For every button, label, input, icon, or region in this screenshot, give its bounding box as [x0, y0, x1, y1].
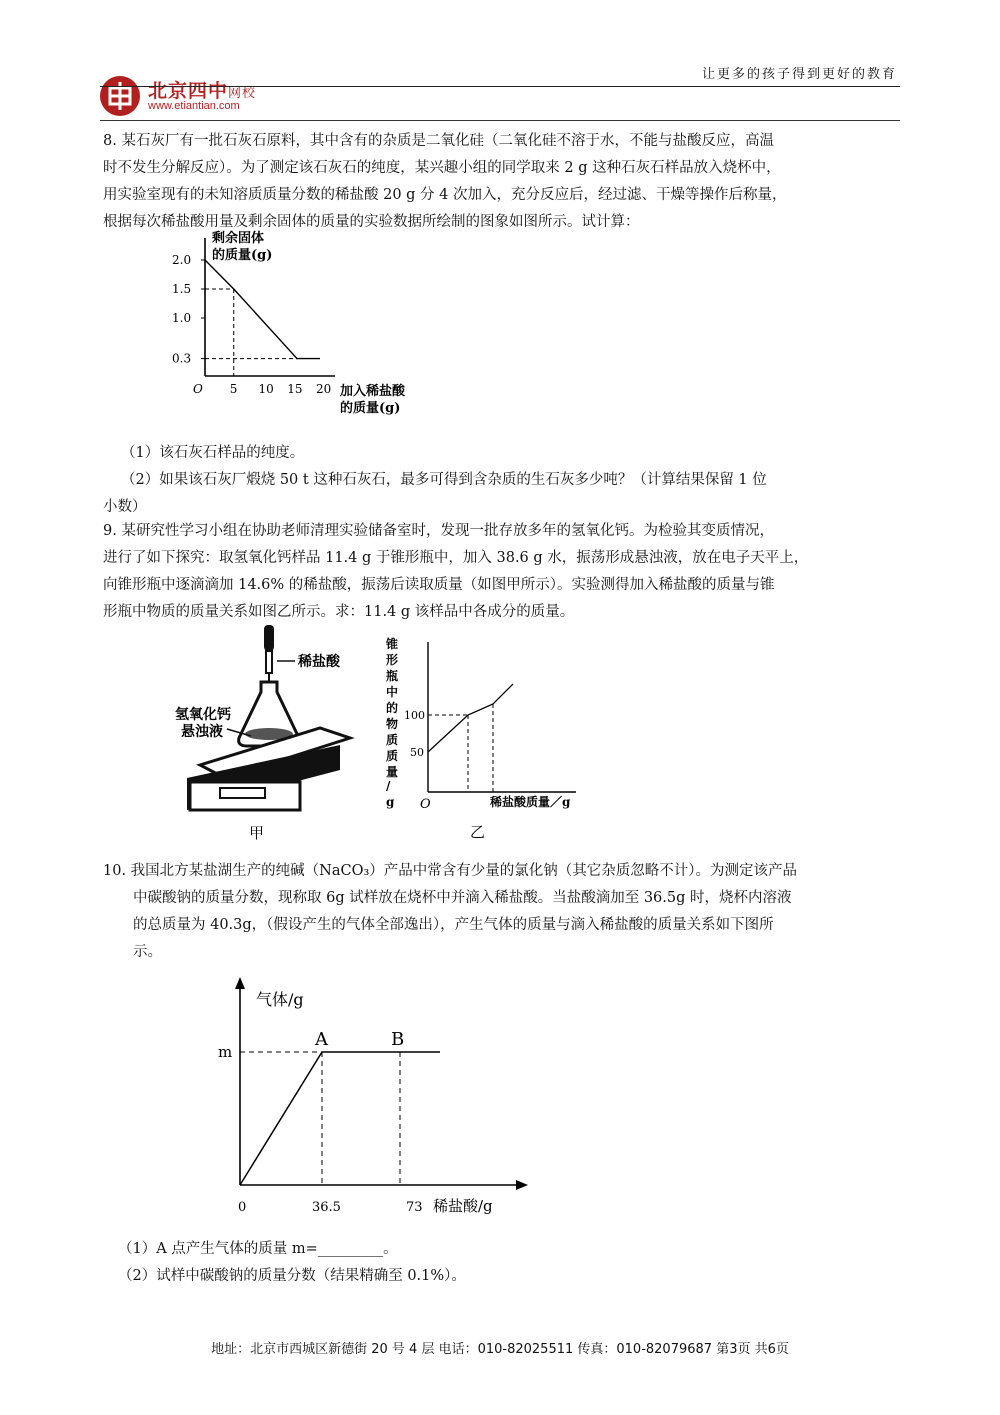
c2-data-line — [428, 684, 513, 752]
q9-line-4: 形瓶中物质的质量关系如图乙所示。求：11.4 g 该样品中各成分的质量。 — [103, 604, 575, 620]
label-suspension-1: 氢氧化钙 — [175, 707, 231, 723]
chart-remaining-solid — [160, 228, 440, 418]
logo — [100, 72, 300, 120]
logo-url: www.etiantian.com — [148, 100, 240, 112]
q10-line-4: 示。 — [133, 944, 162, 960]
logo-name: 北京四中网校 — [148, 80, 257, 102]
c1-xtick: 15 — [287, 382, 303, 396]
svg-text:质: 质 — [386, 749, 399, 763]
q8-line-1: 8. 某石灰厂有一批石灰石原料，其中含有的杂质是二氧化硅（二氧化硅不溶于水，不能与盐酸反应，高温 — [103, 133, 774, 149]
c1-ytick: 1.5 — [172, 282, 192, 296]
c1-ylabel-1: 剩余固体 — [212, 231, 265, 246]
chart-gas-mass — [210, 975, 540, 1215]
c3-ylabel: 气体/g — [256, 990, 304, 1009]
figure-yi-chart — [378, 632, 588, 842]
label-acid: 稀盐酸 — [298, 654, 340, 670]
c2-ytick-50: 50 — [410, 746, 424, 759]
q9-line-2: 进行了如下探究：取氢氧化钙样品 11.4 g 于锥形瓶中，加入 38.6 g 水，振荡形成悬浊液，放在电子天平上， — [103, 550, 809, 566]
c1-xtick: O — [193, 382, 203, 396]
q8-line-2: 时不发生分解反应）。为了测定该石灰石的纯度，某兴趣小组的同学取来 2 g 这种石灰石样品放入烧杯中， — [103, 160, 781, 176]
svg-text:的: 的 — [386, 701, 399, 715]
c1-xtick: 10 — [258, 382, 274, 396]
c3-xtick-73: 73 — [406, 1200, 423, 1215]
svg-text:质: 质 — [386, 733, 399, 747]
balance-display-icon — [220, 788, 265, 798]
header-divider-2 — [100, 120, 900, 121]
c2-ytick-100: 100 — [404, 709, 425, 722]
c3-y-arrow-icon — [235, 977, 245, 989]
svg-text:形: 形 — [386, 653, 399, 667]
q8-line-4: 根据每次稀盐酸用量及剩余固体的质量的实验数据所绘制的图象如图所示。试计算： — [103, 214, 640, 230]
c1-data-line — [205, 260, 320, 359]
svg-text:/: / — [386, 779, 391, 793]
question-8 — [103, 128, 900, 236]
question-9 — [103, 518, 900, 626]
q9-line-3: 向锥形瓶中逐滴滴加 14.6% 的稀盐酸，振荡后读取质量（如图甲所示）。实验测得加入稀盐酸的质量与锥 — [103, 577, 775, 593]
c1-ytick: 2.0 — [172, 253, 192, 267]
q10-line-2: 中碳酸钠的质量分数，现称取 6g 试样放在烧杯中并滴入稀盐酸。当盐酸滴加至 36.5g 时，烧杯内溶液 — [133, 890, 792, 906]
header-divider — [100, 86, 900, 87]
q10-sub-1: （1）A 点产生气体的质量 m=_________。 — [118, 1241, 398, 1257]
c1-xlabel-1: 加入稀盐酸 — [340, 384, 406, 399]
q10-subquestions — [118, 1236, 898, 1290]
q8-subquestions — [103, 440, 900, 521]
svg-text:物: 物 — [386, 717, 399, 731]
q9-line-1: 9. 某研究性学习小组在协助老师清理实验储备室时，发现一批存放多年的氢氧化钙。为检验其变质情况， — [103, 523, 774, 539]
c3-point-b: B — [391, 1029, 405, 1050]
c2-ylabel — [385, 636, 399, 809]
dropper-tube-icon — [266, 651, 272, 673]
c1-ytick: 0.3 — [172, 351, 192, 366]
c3-xlabel: 稀盐酸/g — [433, 1197, 493, 1215]
c3-origin: 0 — [238, 1200, 247, 1215]
c1-ytick: 1.0 — [172, 311, 192, 325]
q10-sub-2: （2）试样中碳酸钠的质量分数（结果精确至 0.1%）。 — [118, 1268, 466, 1284]
header-slogan: 让更多的孩子得到更好的教育 — [701, 67, 897, 82]
page-footer: 地址：北京市西城区新德街 20 号 4 层 电话：010-82025511 传真：010-82079687 第3页 共6页 — [211, 1342, 789, 1357]
q8-sub-2b: 小数） — [103, 499, 147, 515]
q8-sub-2a: （2）如果该石灰厂煅烧 50 t 这种石灰石，最多可得到含杂质的生石灰多少吨？（计算结果保留 1 位 — [121, 472, 767, 488]
q10-line-1: 10. 我国北方某盐湖生产的纯碱（NaCO₃）产品中常含有少量的氯化钠（其它杂质忽略不计）。为测定该产品 — [103, 863, 798, 879]
q10-line-3: 的总质量为 40.3g，（假设产生的气体全部逸出），产生气体的质量与滴入稀盐酸的质量关系如下图所 — [133, 917, 774, 933]
c2-origin: O — [420, 797, 431, 812]
logo-emblem-icon — [100, 76, 140, 116]
caption-yi: 乙 — [470, 823, 486, 841]
c3-x-arrow-icon — [516, 1180, 528, 1190]
q8-line-3: 用实验室现有的未知溶质质量分数的稀盐酸 20 g 分 4 次加入，充分反应后，经过滤、干燥等操作后称量， — [103, 187, 787, 203]
c3-data-line — [240, 1052, 440, 1185]
c1-xlabel-2: 的质量(g) — [340, 401, 401, 416]
svg-text:g: g — [386, 795, 395, 809]
dropper-bulb-icon — [264, 625, 274, 651]
svg-text:量: 量 — [386, 765, 399, 779]
c3-xtick-36-5: 36.5 — [312, 1200, 341, 1215]
svg-text:瓶: 瓶 — [386, 669, 399, 683]
svg-text:锥: 锥 — [386, 637, 399, 651]
c3-m-label: m — [218, 1043, 233, 1061]
c2-xlabel: 稀盐酸质量／g — [490, 795, 571, 809]
svg-text:中: 中 — [386, 685, 399, 699]
question-10 — [103, 858, 900, 966]
c1-xtick: 20 — [316, 382, 332, 396]
caption-jia: 甲 — [249, 824, 265, 842]
c1-xtick: 5 — [229, 382, 238, 396]
q8-sub-1: （1）该石灰石样品的纯度。 — [121, 445, 305, 461]
figure-jia — [165, 620, 365, 845]
c3-point-a: A — [315, 1029, 328, 1050]
c1-ylabel-2: 的质量(g) — [212, 248, 273, 263]
label-suspension-2: 悬浊液 — [181, 724, 223, 740]
